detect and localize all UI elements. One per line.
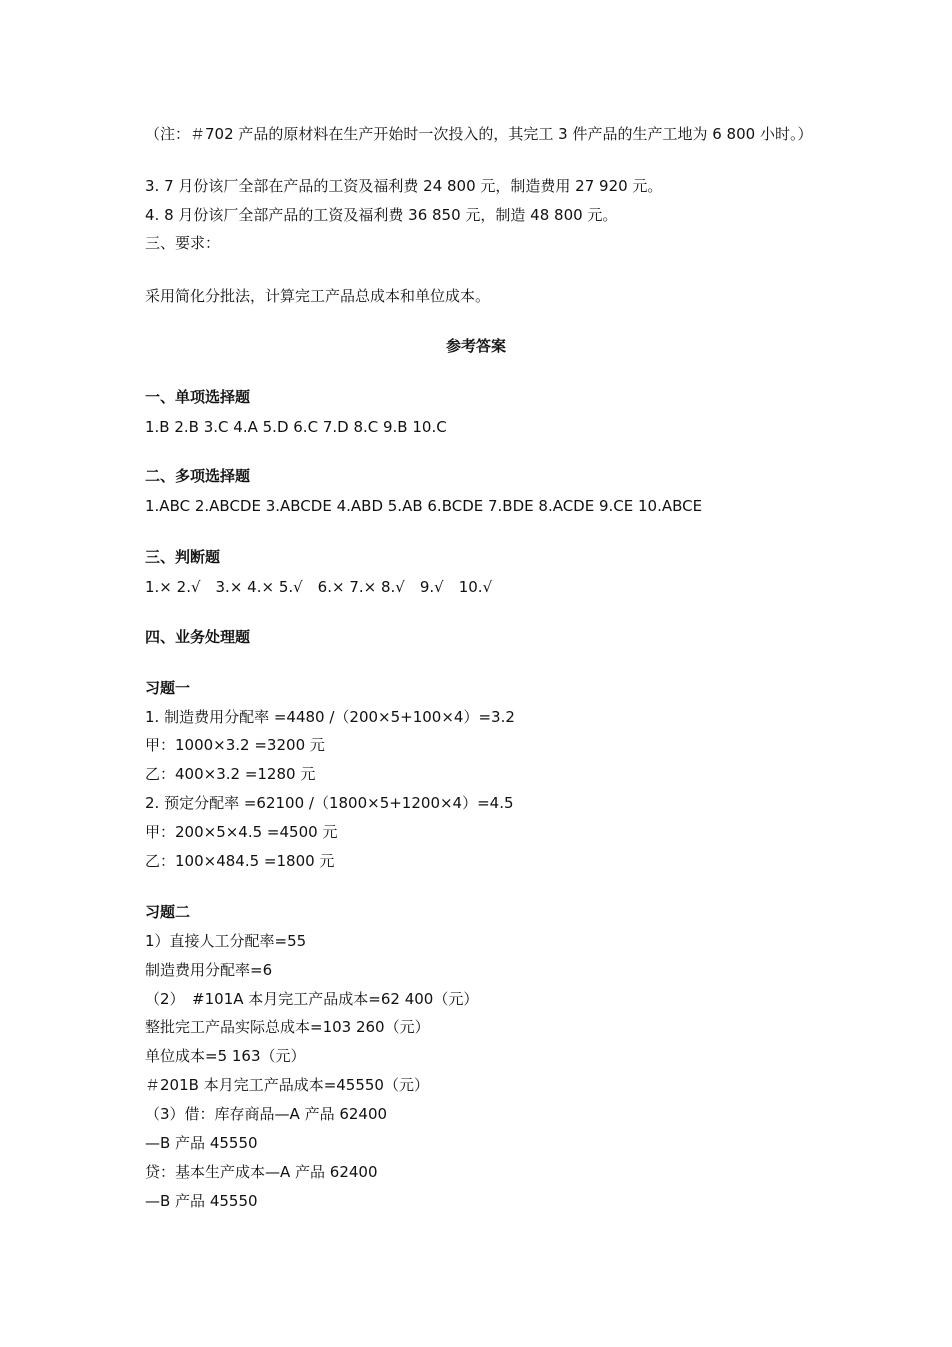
problem-note: （注：＃702 产品的原材料在生产开始时一次投入的，其完工 3 件产品的生产工地为 6 800 小时。） (145, 125, 813, 143)
exercise2-line: —B 产品 45550 (145, 1192, 258, 1210)
business-heading: 四、业务处理题 (145, 628, 251, 646)
exercise2-line: 整批完工产品实际总成本=103 260（元） (145, 1018, 430, 1036)
exercise2-line: （3）借：库存商品—A 产品 62400 (145, 1105, 388, 1123)
single-choice-heading: 一、单项选择题 (145, 388, 251, 406)
requirements-title: 三、要求： (145, 234, 221, 252)
problem-item-3: 3. 7 月份该厂全部在产品的工资及福利费 24 800 元，制造费用 27 920 元。 (145, 177, 663, 195)
problem-item-4: 4. 8 月份该厂全部产品的工资及福利费 36 850 元，制造 48 800 元。 (145, 206, 618, 224)
exercise2-line: （2） #101A 本月完工产品成本=62 400（元） (145, 990, 479, 1008)
exercise1-line: 乙：100×484.5 =1800 元 (145, 852, 335, 870)
exercise1-line: 1. 制造费用分配率 =4480 /（200×5+100×4）=3.2 (145, 708, 515, 726)
exercise1-heading: 习题一 (145, 679, 191, 697)
multiple-choice-answers: 1.ABC 2.ABCDE 3.ABCDE 4.ABD 5.AB 6.BCDE 7.BDE 8.ACDE 9.CE 10.ABCE (145, 497, 703, 515)
exercise1-line: 甲：200×5×4.5 =4500 元 (145, 823, 338, 841)
answers-title: 参考答案 (445, 337, 506, 355)
exercise2-line: ＃201B 本月完工产品成本=45550（元） (145, 1076, 429, 1094)
single-choice-answers: 1.B 2.B 3.C 4.A 5.D 6.C 7.D 8.C 9.B 10.C (145, 418, 447, 436)
exercise1-line: 甲：1000×3.2 =3200 元 (145, 736, 325, 754)
multiple-choice-heading: 二、多项选择题 (145, 467, 251, 485)
exercise2-line: 制造费用分配率=6 (145, 961, 273, 979)
exercise2-line: 1）直接人工分配率=55 (145, 932, 307, 950)
true-false-heading: 三、判断题 (145, 548, 221, 566)
requirement-text: 采用简化分批法，计算完工产品总成本和单位成本。 (145, 287, 491, 305)
exercise2-line: —B 产品 45550 (145, 1134, 258, 1152)
exercise2-line: 单位成本=5 163（元） (145, 1047, 306, 1065)
exercise2-heading: 习题二 (145, 903, 191, 921)
exercise1-line: 2. 预定分配率 =62100 /（1800×5+1200×4）=4.5 (145, 794, 514, 812)
exercise1-line: 乙：400×3.2 =1280 元 (145, 765, 316, 783)
exercise2-line: 贷：基本生产成本—A 产品 62400 (145, 1163, 378, 1181)
true-false-answers: 1.× 2.√ 3.× 4.× 5.√ 6.× 7.× 8.√ 9.√ 10.√ (145, 578, 493, 596)
